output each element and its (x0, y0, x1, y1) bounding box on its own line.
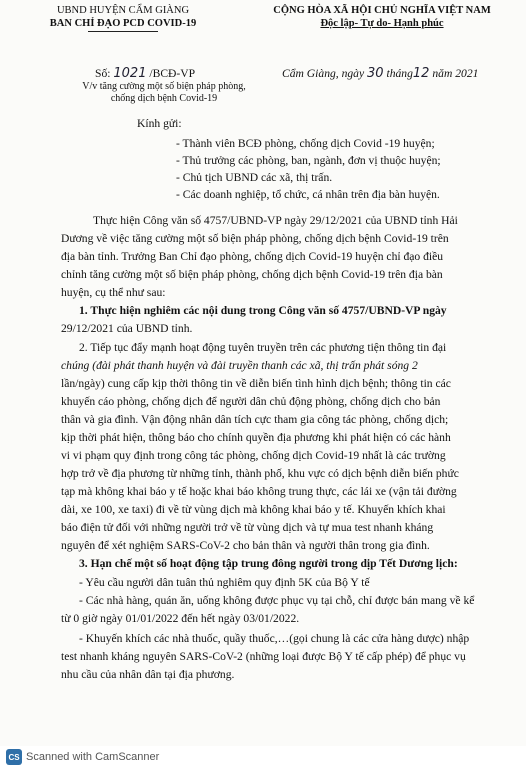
body-line-item1: 1. Thực hiện nghiêm các nội dung trong Công văn số 4757/UBND-VP ngày (79, 304, 447, 317)
recipient-item: - Chủ tịch UBND các xã, thị trấn. (176, 171, 333, 184)
doc-number-suffix: /BCĐ-VP (149, 67, 196, 80)
body-line-item2: 2. Tiếp tục đẩy mạnh hoạt động tuyên truyền trên các phương tiện thông tin đại (79, 341, 447, 354)
body-line: thân và gia đình. Vận động nhân dân tích cực tham gia công tác phòng, chống dịch; (61, 413, 449, 426)
national-motto: Độc lập- Tự do- Hạnh phúc (320, 18, 444, 29)
body-line: - Các nhà hàng, quán ăn, uống không được phục vụ tại chỗ, chỉ được bán mang về kể (79, 594, 475, 607)
date-day: 30 (367, 66, 384, 81)
recipient-item: - Thành viên BCĐ phòng, chống dịch Covid -19 huyện; (176, 137, 435, 150)
issuer-line1: UBND HUYỆN CẨM GIÀNG (56, 5, 190, 16)
recipient-item: - Các doanh nghiệp, tổ chức, cá nhân trên địa bàn huyện. (176, 188, 440, 201)
document-number (95, 66, 195, 81)
camscanner-label: Scanned with CamScanner (26, 751, 160, 763)
issuer-line2: BAN CHỈ ĐẠO PCD COVID-19 (49, 18, 197, 29)
date-middle: tháng (386, 67, 413, 80)
body-line: Dương về việc tăng cường một số biện pháp phòng, chống dịch bệnh Covid-19 trên (61, 232, 449, 245)
body-line: chúng (đài phát thanh huyện và đài truyền thanh các xã, thị trấn phát sóng 2 (61, 359, 418, 372)
body-line: báo điện tử đối với những người trở về từ vùng dịch và tự mua test nhanh kháng (61, 521, 434, 534)
body-line: dài, xe 100, xe taxi) đi về từ vùng dịch mà không khai báo y tế. Khuyến khích khai (61, 503, 446, 516)
body-line: hợp trở về địa phương từ những tỉnh, thành phố, khu vực có dịch bệnh diễn biến phức (61, 467, 459, 480)
subject-line1: V/v tăng cường một số biện pháp phòng, (82, 81, 246, 92)
body-line: huyện, cụ thể như sau: (61, 286, 166, 299)
document-date (282, 66, 478, 81)
body-line: địa bàn tỉnh. Trưởng Ban Chỉ đạo phòng, chống dịch Covid-19 huyện chỉ đạo điều (61, 250, 444, 263)
doc-number-handwritten: 1021 (113, 66, 147, 81)
body-line: lần/ngày) cung cấp kịp thời thông tin về diễn biến tình hình dịch bệnh; thông tin các (61, 377, 451, 390)
body-line: khuyến cáo phòng, chống dịch để người dân chủ động phòng, chống dịch cho bản (61, 395, 441, 408)
body-line: test nhanh kháng nguyên SARS-CoV-2 (những loại được Bộ Y tế cấp phép) để phục vụ (61, 650, 466, 663)
body-line-item3: 3. Hạn chế một số hoạt động tập trung đông người trong dịp Tết Dương lịch: (79, 557, 458, 570)
body-line: nguyên để xét nghiệm SARS-CoV-2 cho bản thân và người thân trong gia đình. (61, 539, 430, 552)
camscanner-footer (0, 746, 526, 768)
date-prefix: Cẩm Giàng, ngày (282, 67, 365, 80)
camscanner-logo-icon: CS (6, 749, 22, 765)
national-header (250, 4, 514, 30)
body-line: chỉnh tăng cường một số biện pháp phòng, chống dịch bệnh Covid-19 trên địa bàn (61, 268, 443, 281)
subject-line2: chống dịch bệnh Covid-19 (110, 93, 218, 104)
date-suffix: năm 2021 (432, 67, 479, 80)
body-line: 29/12/2021 của UBND tỉnh. (61, 322, 193, 335)
body-line: vi vi phạm quy định trong công tác phòng, chống dịch Covid-19 nhất là các trường (61, 449, 446, 462)
recipient-item: - Thủ trưởng các phòng, ban, ngành, đơn vị thuộc huyện; (176, 154, 441, 167)
body-line: - Khuyến khích các nhà thuốc, quầy thuốc,…(gọi chung là các cửa hàng dược) nhập (79, 632, 470, 645)
national-title: CỘNG HÒA XÃ HỘI CHỦ NGHĨA VIỆT NAM (273, 5, 491, 16)
body-line: - Yêu cầu người dân tuân thủ nghiêm quy định 5K của Bộ Y tế (79, 576, 370, 589)
body-line: Thực hiện Công văn số 4757/UBND-VP ngày 29/12/2021 của UBND tỉnh Hải (93, 214, 458, 227)
body-line: kịp thời phát hiện, thông báo cho chính quyền địa phương khi phát hiện có các hành (61, 431, 451, 444)
doc-number-prefix: Số: (95, 67, 111, 80)
subject (74, 81, 254, 105)
body-line: tạp mà không khai báo y tế hoặc khai báo không trung thực, các lái xe (vận tải đường (61, 485, 457, 498)
body-line: từ 0 giờ ngày 01/01/2022 đến hết ngày 03/01/2022. (61, 612, 300, 625)
recipients-label: Kính gửi: (137, 117, 182, 130)
date-month: 12 (412, 66, 430, 81)
issuer-underline (88, 31, 158, 32)
body-line: nhu cầu của nhân dân tại địa phương. (61, 668, 235, 681)
issuer-block (34, 4, 212, 32)
